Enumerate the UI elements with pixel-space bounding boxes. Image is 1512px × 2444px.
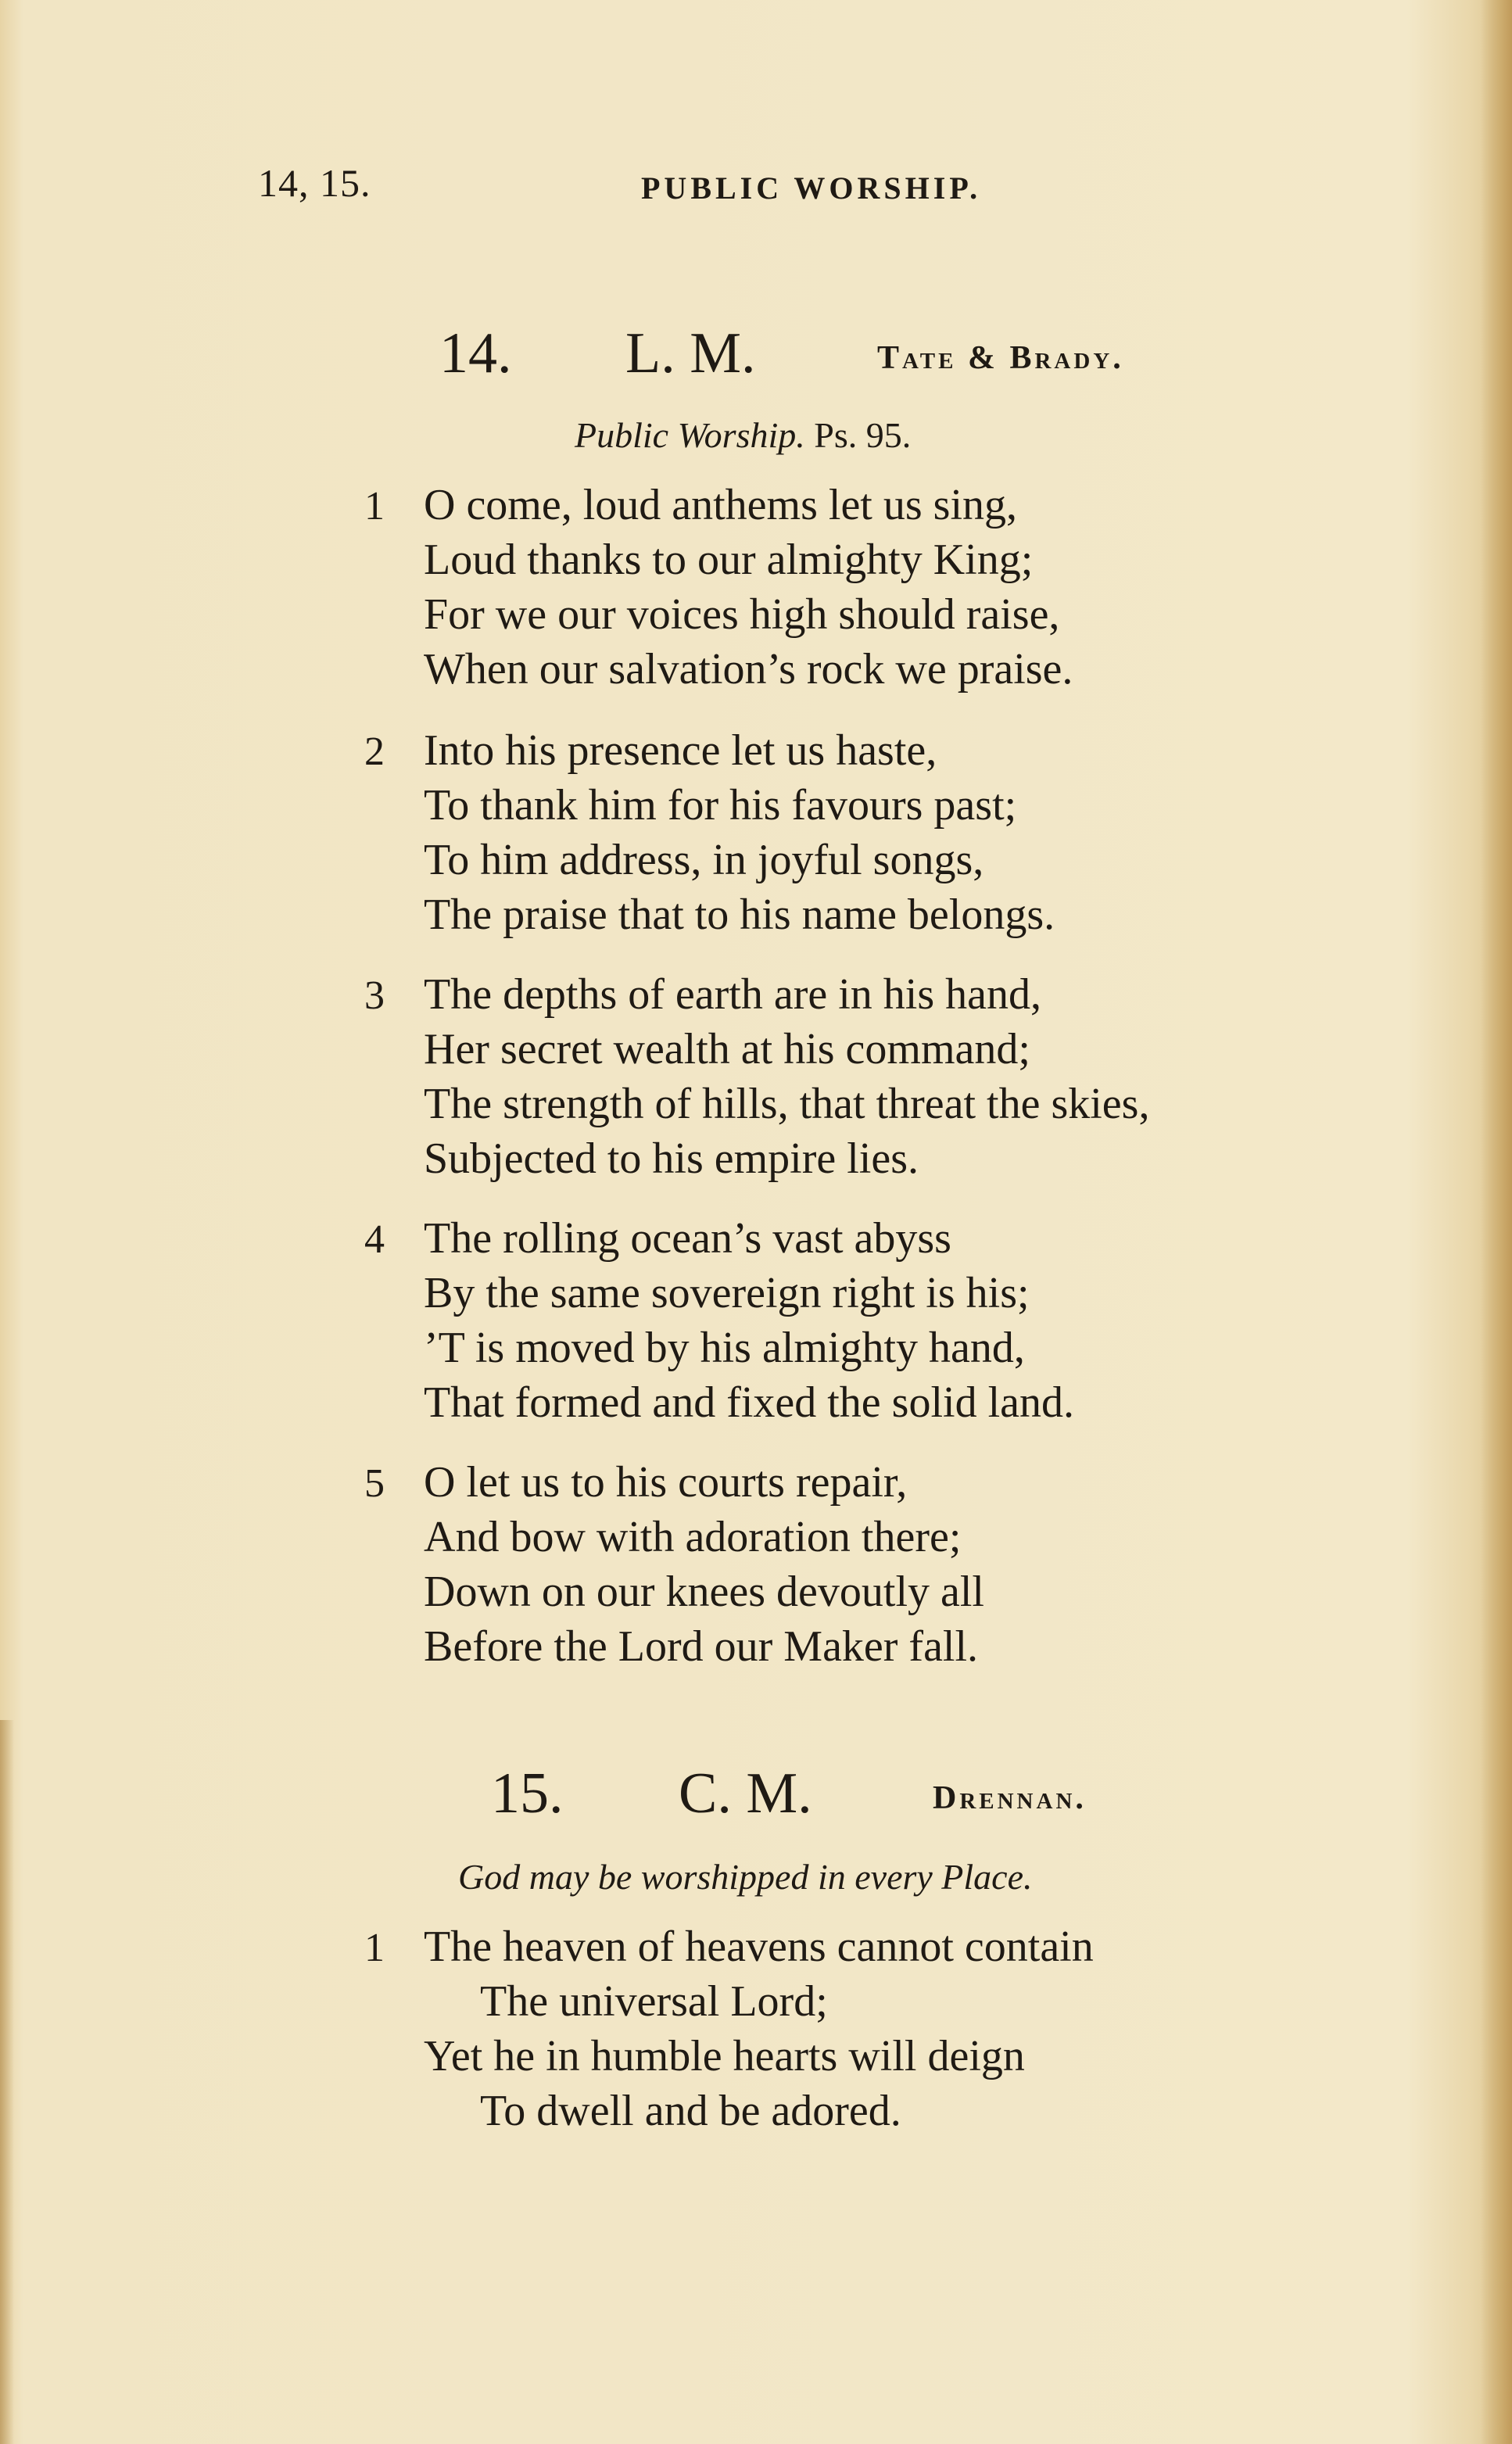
verse-line: To him address, in joyful songs, [424, 836, 984, 884]
hymn-author: Drennan. [933, 1780, 1087, 1816]
verse-line: Before the Lord our Maker fall. [424, 1622, 979, 1671]
hymn-meter: L. M. [625, 321, 756, 385]
running-head [258, 160, 1274, 207]
verse-line: Into his presence let us haste, [424, 726, 937, 775]
hymn-scripture-ref: Ps. 95. [814, 415, 912, 455]
verse-number: 1 [364, 484, 385, 529]
verse-line: Loud thanks to our almighty King; [424, 536, 1034, 584]
hymn-15-subtitle [458, 1856, 1033, 1898]
verse-line: The rolling ocean’s vast abyss [424, 1214, 951, 1263]
verse-number: 2 [364, 729, 385, 774]
verse-line: That formed and fixed the solid land. [424, 1378, 1074, 1427]
running-title: PUBLIC WORSHIP. [641, 170, 982, 206]
hymn-14-header [439, 321, 1221, 383]
hymn-number: 14. [439, 321, 512, 385]
hymn-author: Tate & Brady. [877, 340, 1124, 376]
verse-line: The heaven of heavens cannot contain [424, 1923, 1094, 1971]
verse-line: Subjected to his empire lies. [424, 1134, 919, 1183]
verse-line: And bow with adoration there; [424, 1513, 962, 1561]
verse-line: ’T is moved by his almighty hand, [424, 1324, 1025, 1372]
verse-line: O come, loud anthems let us sing, [424, 481, 1018, 529]
page-numbers: 14, 15. [258, 161, 371, 205]
hymn-meter: C. M. [679, 1761, 812, 1826]
page-edge-shadow [1481, 0, 1512, 2444]
hymn-number: 15. [491, 1761, 564, 1826]
verse-line: The praise that to his name belongs. [424, 891, 1055, 939]
verse-line: Her secret wealth at his command; [424, 1025, 1030, 1073]
hymn-15-header [491, 1761, 1273, 1826]
hymn-14-subtitle [575, 414, 911, 456]
verse-line: Yet he in humble hearts will deign [424, 2032, 1025, 2080]
verse-number: 4 [364, 1217, 385, 1262]
verse-line: When our salvation’s rock we praise. [424, 645, 1073, 693]
verse-line: To thank him for his favours past; [424, 781, 1017, 830]
verse-number: 1 [364, 1926, 385, 1970]
verse-line: The strength of hills, that threat the skies, [424, 1080, 1150, 1128]
verse-line: By the same sovereign right is his; [424, 1269, 1030, 1317]
verse-line: To dwell and be adored. [480, 2087, 901, 2135]
verse-line: O let us to his courts repair, [424, 1458, 908, 1507]
page-edge-stain [0, 1720, 14, 2444]
verse-number: 5 [364, 1461, 385, 1506]
verse-line: Down on our knees devoutly all [424, 1568, 984, 1616]
verse-line: The depths of earth are in his hand, [424, 970, 1041, 1019]
hymn-subtitle-text: God may be worshipped in every Place. [458, 1857, 1033, 1897]
verse-line: The universal Lord; [480, 1977, 828, 2026]
hymn-subtitle-text: Public Worship. [575, 415, 805, 455]
verse-line: For we our voices high should raise, [424, 590, 1060, 639]
verse-number: 3 [364, 973, 385, 1018]
